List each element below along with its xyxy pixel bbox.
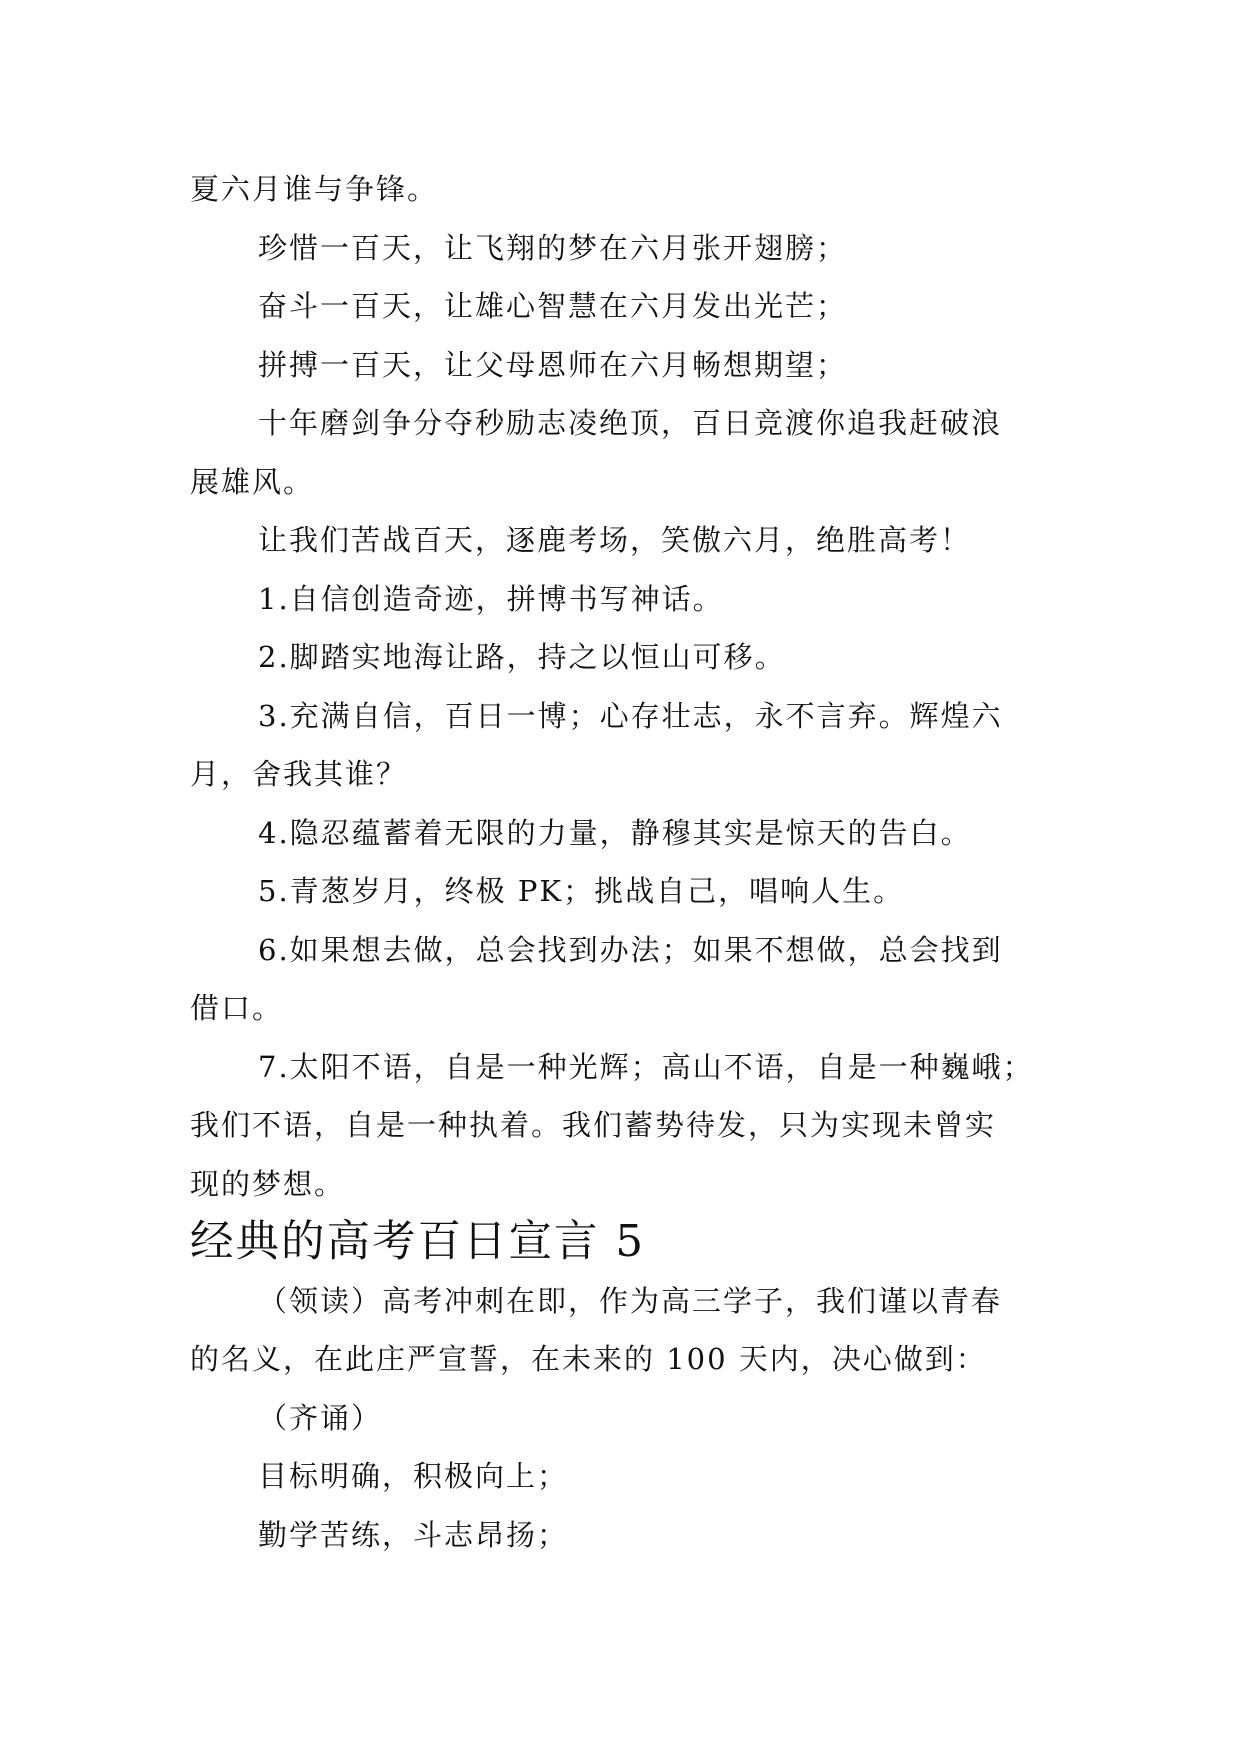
text-line: 拼搏一百天，让父母恩师在六月畅想期望； (258, 347, 848, 382)
list-item-2: 2.脚踏实地海让路，持之以恒山可移。 (258, 640, 786, 674)
text-line: 我们不语，自是一种执着。我们蓄势待发，只为实现未曾实 (190, 1108, 997, 1142)
text-line: （齐诵） (258, 1400, 383, 1435)
list-item-3: 3.充满自信，百日一博；心存壮志，永不言弃。辉煌六 (258, 698, 1003, 733)
text-line: 奋斗一百天，让雄心智慧在六月发出光芒； (258, 289, 848, 323)
text-line: 现的梦想。 (190, 1166, 346, 1201)
section-title: 经典的高考百日宣言 5 (190, 1217, 646, 1267)
text-line: 十年磨剑争分夺秒励志凌绝顶，百日竞渡你追我赶破浪 (258, 406, 1003, 440)
text-line: 让我们苦战百天，逐鹿考场，笑傲六月，绝胜高考！ (258, 523, 972, 557)
document-body (190, 160, 1060, 1564)
text-line: 展雄风。 (190, 464, 315, 499)
text-line: 的名义，在此庄严宣誓，在未来的 100 天内，决心做到： (190, 1342, 987, 1376)
text-line: 目标明确，积极向上； (258, 1459, 569, 1493)
text-line: 勤学苦练，斗志昂扬； (258, 1517, 569, 1552)
text-line: 夏六月谁与争锋。 (190, 172, 439, 206)
list-item-7: 7.太阳不语，自是一种光辉；高山不语，自是一种巍峨； (258, 1049, 1034, 1084)
text-line: （领读）高考冲刺在即，作为高三学子，我们谨以青春 (258, 1283, 1003, 1318)
list-item-6: 6.如果想去做，总会找到办法；如果不想做，总会找到 (258, 932, 1003, 967)
list-item-5: 5.青葱岁月，终极 PK；挑战自己，唱响人生。 (258, 874, 905, 908)
text-line: 珍惜一百天，让飞翔的梦在六月张开翅膀； (258, 230, 848, 265)
list-item-4: 4.隐忍蕴蓄着无限的力量，静穆其实是惊天的告白。 (258, 815, 972, 850)
text-line: 月，舍我其谁？ (190, 757, 408, 791)
text-line: 借口。 (190, 991, 284, 1025)
list-item-1: 1.自信创造奇迹，拼博书写神话。 (258, 581, 724, 616)
